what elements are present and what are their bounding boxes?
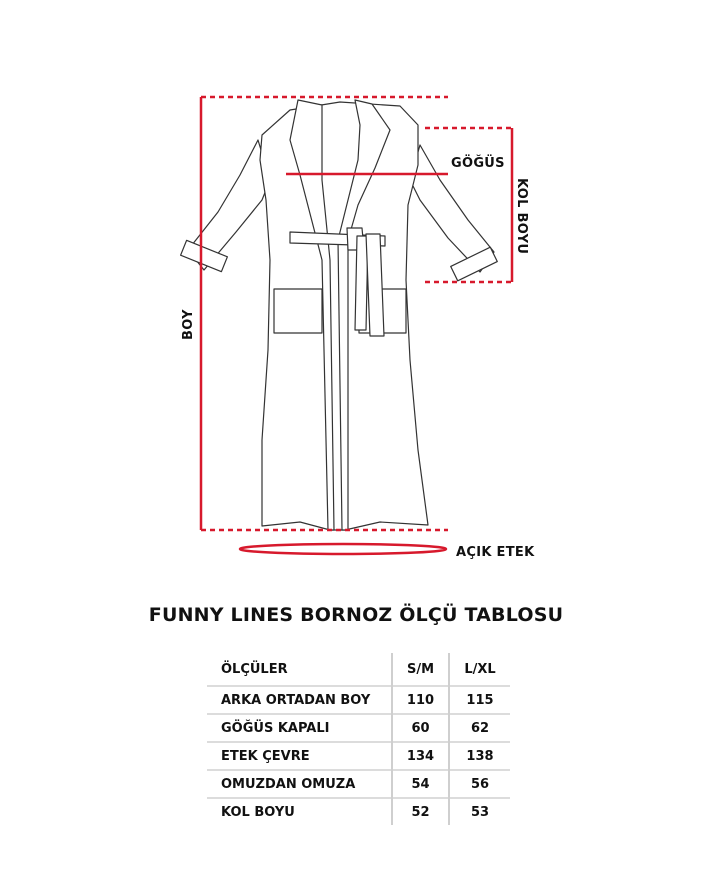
table-header-row <box>207 653 510 686</box>
table-row <box>207 714 510 742</box>
hem-ellipse <box>240 544 446 554</box>
bathrobe-illustration <box>181 100 498 530</box>
page-title: FUNNY LINES BORNOZ ÖLÇÜ TABLOSU <box>148 604 564 626</box>
size-sm-value: 60 <box>392 714 449 742</box>
table-row <box>207 742 510 770</box>
column-header: L/XL <box>464 661 496 677</box>
measurement-name: OMUZDAN OMUZA <box>207 770 392 798</box>
size-lxl-value: 115 <box>449 686 510 714</box>
column-header: ÖLÇÜLER <box>207 653 392 686</box>
chest-label: GÖĞÜS <box>451 156 505 171</box>
size-lxl-value: 62 <box>449 714 510 742</box>
table-row <box>207 770 510 798</box>
size-sm-value: 110 <box>392 686 449 714</box>
table-row <box>207 798 510 825</box>
measurement-name: GÖĞÜS KAPALI <box>207 714 392 742</box>
table-row <box>207 686 510 714</box>
hem-label: AÇIK ETEK <box>456 545 535 560</box>
column-header: S/M <box>392 653 449 686</box>
sleeve-length-label: KOL BOYU <box>514 178 529 255</box>
size-sm-value: 52 <box>392 798 449 825</box>
size-table <box>207 653 510 825</box>
size-lxl-value: 138 <box>449 742 510 770</box>
size-lxl-value: 53 <box>449 798 510 825</box>
measurement-name: KOL BOYU <box>207 798 392 825</box>
measurement-name: ARKA ORTADAN BOY <box>207 686 392 714</box>
size-lxl-value: 56 <box>449 770 510 798</box>
total-length-label: BOY <box>181 309 196 340</box>
size-sm-value: 54 <box>392 770 449 798</box>
size-sm-value: 134 <box>392 742 449 770</box>
measurement-name: ETEK ÇEVRE <box>207 742 392 770</box>
